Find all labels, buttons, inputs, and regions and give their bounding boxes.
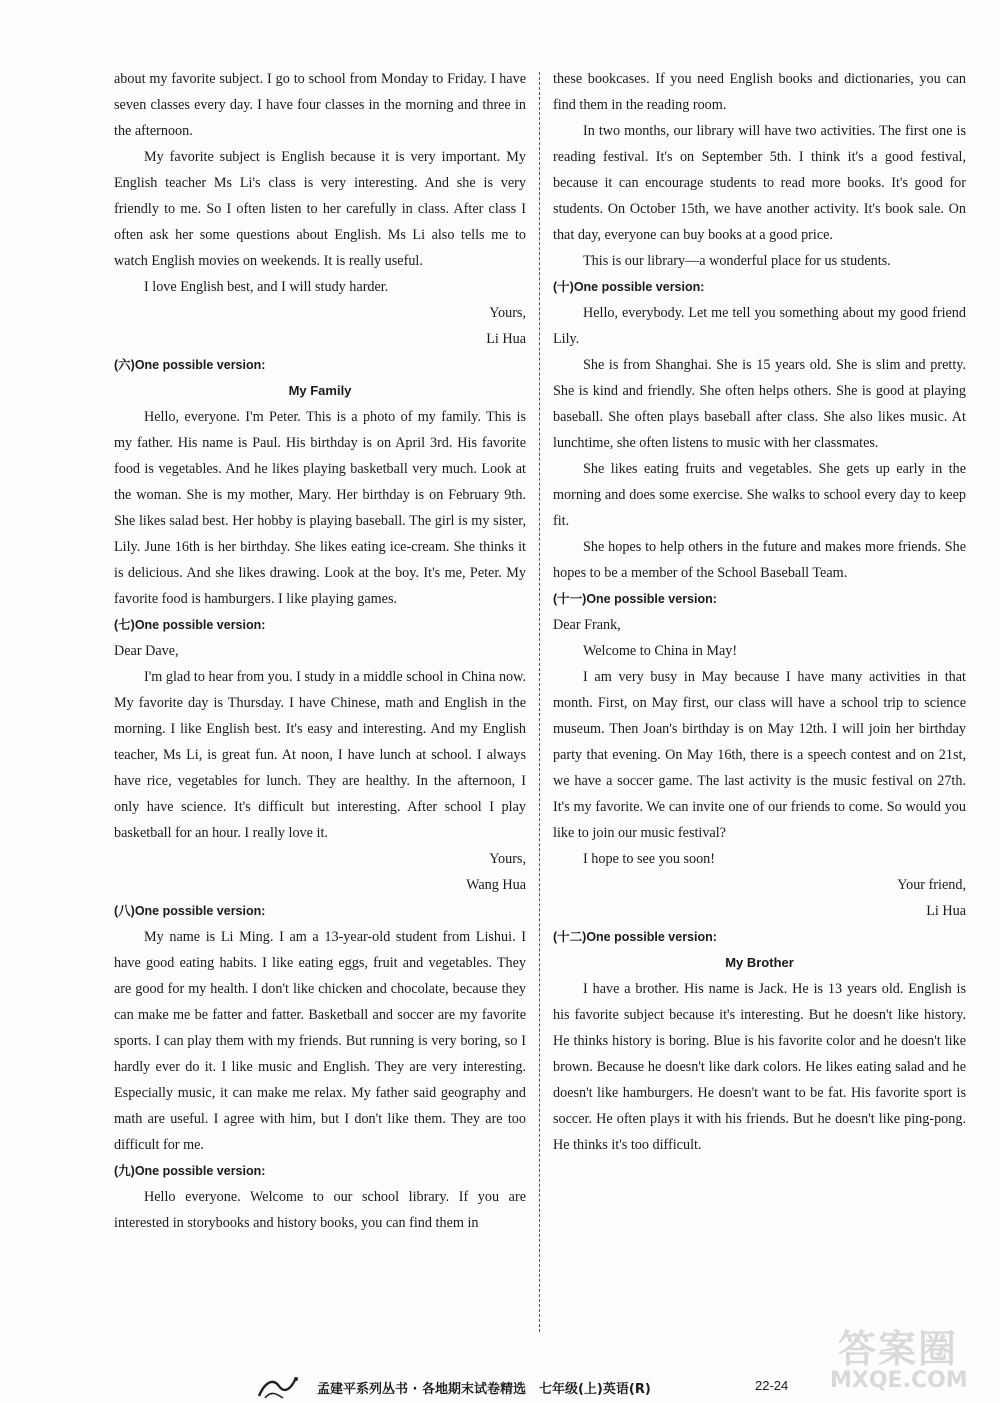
essay-paragraph: She is from Shanghai. She is 15 years old. She is slim and pretty. She is kind and friendly. She often helps others. She is good at playing baseball. She often plays baseball after class. She also likes music. At lunchtime, she often listens to music with her classmates. bbox=[553, 357, 966, 451]
letter-paragraph: about my favorite subject. I go to school from Monday to Friday. I have seven classes every day. I have four classes in the morning and three in the afternoon. bbox=[114, 71, 526, 139]
signature-name: Li Hua bbox=[926, 903, 966, 919]
essay-paragraph: She likes eating fruits and vegetables. She gets up early in the morning and does some exercise. She walks to school every day to keep fit. bbox=[553, 461, 966, 529]
section-heading: (九)One possible version: bbox=[114, 1164, 266, 1178]
page-footer bbox=[255, 1376, 815, 1400]
essay-paragraph: My name is Li Ming. I am a 13-year-old student from Lishui. I have good eating habits. I like eating eggs, fruit and vegetables. They are good for my health. I don't like chicken and chocolate, because they can make me be fatter and fatter. Basketball and soccer are my favorite sports. I can play them with my friends. But running is very boring, so I hardly ever do it. I like music and English. They are very interesting. Especially music, it can make me relax. My father said geography and math are useful. I agree with him, but I don't like them. They are too difficult for me. bbox=[114, 929, 526, 1153]
essay-paragraph: I have a brother. His name is Jack. He is 13 years old. English is his favorite subject because it's interesting. But he doesn't like history. He thinks history is boring. Blue is his favorite color and he doesn't like brown. Because he doesn't like dark colors. He likes eating salad and he doesn't like hamburgers. He doesn't want to be fat. His favorite sport is soccer. He often plays it with his friends. But he doesn't like ping-pong. He thinks it's too difficult. bbox=[553, 981, 966, 1153]
essay-paragraph: She hopes to help others in the future and makes more friends. She hopes to be a member of the School Baseball Team. bbox=[553, 539, 966, 581]
letter-paragraph: I hope to see you soon! bbox=[583, 851, 715, 867]
essay-title: My Family bbox=[288, 383, 352, 398]
essay-paragraph: In two months, our library will have two activities. The first one is reading festival. It's on September 5th. I think it's a good festival, because it can encourage students to read more books. It's good for students. On October 15th, we have another activity. It's book sale. On that day, everyone can buy books at a good price. bbox=[553, 123, 966, 243]
signature-name: Li Hua bbox=[486, 331, 526, 347]
section-heading: (十)One possible version: bbox=[553, 280, 705, 294]
publisher-logo-icon bbox=[255, 1372, 305, 1402]
page-number: 22-24 bbox=[755, 1378, 789, 1393]
watermark-text: 答案圈 bbox=[838, 1327, 959, 1371]
watermark bbox=[818, 1318, 993, 1403]
letter-paragraph: I am very busy in May because I have many activities in that month. First, on May first, our class will have a school trip to science museum. Then Joan's birthday is on May 12th. I will join her birthday party that evening. On May 16th, there is a speech contest and on 21st, we have a soccer game. The last activity is the music festival on 27th. It's my favorite. We can invite one of our friends to come. So would you like to join our music festival? bbox=[553, 669, 966, 841]
section-heading: (六)One possible version: bbox=[114, 358, 266, 372]
section-heading: (十一)One possible version: bbox=[553, 592, 717, 606]
watermark-url: MXQE.COM bbox=[830, 1368, 968, 1393]
letter-paragraph: I'm glad to hear from you. I study in a middle school in China now. My favorite day is Thursday. I have Chinese, math and English in the morning. I like English best. It's easy and interesting. And my English teacher, Ms Li, is great fun. At noon, I have lunch at school. I always have rice, vegetables for lunch. They are healthy. In the afternoon, I only have science. It's difficult but interesting. After school I play basketball for an hour. I really love it. bbox=[114, 669, 526, 841]
column-divider bbox=[539, 72, 540, 1332]
essay-paragraph: This is our library—a wonderful place for us students. bbox=[583, 253, 891, 269]
section-heading: (八)One possible version: bbox=[114, 904, 266, 918]
signature-closing: Yours, bbox=[489, 851, 526, 867]
right-column bbox=[553, 66, 966, 1158]
letter-paragraph: Welcome to China in May! bbox=[583, 643, 738, 659]
essay-paragraph: these bookcases. If you need English books and dictionaries, you can find them in the reading room. bbox=[553, 71, 966, 113]
essay-paragraph: Hello, everybody. Let me tell you something about my good friend Lily. bbox=[553, 305, 966, 347]
essay-paragraph: Hello, everyone. I'm Peter. This is a photo of my family. This is my father. His name is Paul. His birthday is on April 3rd. His favorite food is vegetables. And he likes playing basketball very much. Look at the woman. She is my mother, Mary. Her birthday is on February 9th. She likes salad best. Her hobby is playing baseball. The girl is my sister, Lily. June 16th is her birthday. She likes eating ice-cream. She thinks it is delicious. And she likes drawing. Look at the boy. It's me, Peter. My favorite food is hamburgers. I like playing games. bbox=[114, 409, 526, 607]
section-heading: (十二)One possible version: bbox=[553, 930, 717, 944]
letter-greeting: Dear Dave, bbox=[114, 643, 179, 659]
letter-greeting: Dear Frank, bbox=[553, 617, 621, 633]
signature-closing: Your friend, bbox=[897, 877, 966, 893]
footer-series-title: 孟建平系列丛书 · 各地期末试卷精选 七年级(上)英语(R) bbox=[317, 1382, 651, 1397]
essay-paragraph: Hello everyone. Welcome to our school library. If you are interested in storybooks and history books, you can find them in bbox=[114, 1189, 526, 1231]
essay-title: My Brother bbox=[725, 955, 794, 970]
letter-paragraph: I love English best, and I will study harder. bbox=[144, 279, 389, 295]
signature-closing: Yours, bbox=[489, 305, 526, 321]
letter-paragraph: My favorite subject is English because it is very important. My English teacher Ms Li's class is very interesting. And she is very friendly to me. So I often listen to her carefully in class. After class I often ask her some questions about English. Ms Li also tells me to watch English movies on weekends. It is really useful. bbox=[114, 149, 526, 269]
signature-name: Wang Hua bbox=[466, 877, 526, 893]
section-heading: (七)One possible version: bbox=[114, 618, 266, 632]
left-column bbox=[114, 66, 526, 1236]
